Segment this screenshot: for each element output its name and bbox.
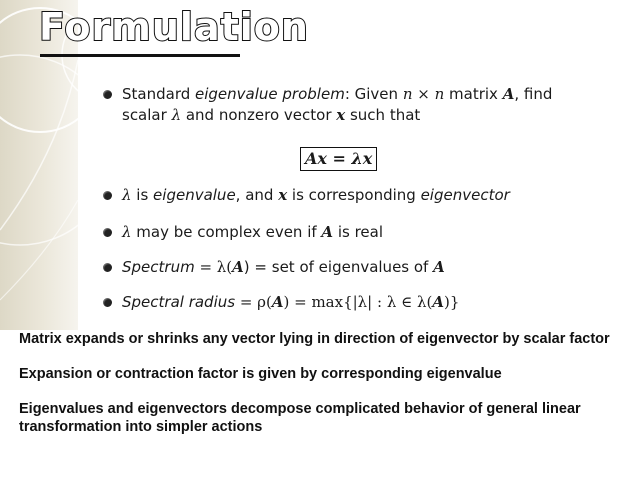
bullet-emphasis: Spectral radius <box>122 293 236 311</box>
math-matrix-a: A <box>433 258 445 276</box>
math-n-by-n: n × n <box>402 85 445 103</box>
math-lambda: λ <box>122 186 132 204</box>
bullet-text: scalar <box>122 106 172 124</box>
bullet-dot <box>103 228 112 237</box>
bullet-text: Standard <box>122 85 196 103</box>
math-matrix-a: A <box>271 293 284 311</box>
notes-block <box>19 330 624 453</box>
note-paragraph: Eigenvalues and eigenvectors decompose complicated behavior of general linear transformation into simpler actions <box>19 401 581 435</box>
bullet-standard-problem <box>96 84 552 126</box>
eigen-equation-box: Ax = λx <box>300 147 377 171</box>
title-underline <box>40 54 240 57</box>
bullet-emphasis: Spectrum <box>122 258 195 276</box>
bullet-text: : Given <box>344 85 403 103</box>
math-expression: = ρ( <box>235 293 272 311</box>
bullet-text: matrix <box>444 85 503 103</box>
decorative-side-band <box>0 0 78 330</box>
bullet-eigenvalue <box>96 185 510 206</box>
bullet-emphasis: eigenvector <box>420 186 510 204</box>
math-matrix-a: A <box>232 258 244 276</box>
bullet-complex <box>96 222 383 243</box>
bullet-spectrum <box>96 257 445 278</box>
math-vector-x: x <box>278 186 288 204</box>
bullet-emphasis: eigenvalue <box>153 186 236 204</box>
math-lambda: λ <box>171 106 182 124</box>
math-expression: )} <box>443 293 460 311</box>
math-matrix-a: A <box>321 223 334 241</box>
bullet-spectral-radius <box>96 292 459 313</box>
bullet-emphasis: eigenvalue problem <box>195 85 345 103</box>
bullet-dot <box>103 263 112 272</box>
math-vector-x: x <box>336 106 346 124</box>
bullet-text: such that <box>345 106 421 124</box>
math-lambda: λ <box>122 223 132 241</box>
bullet-dot <box>103 298 112 307</box>
bullet-text: ) = set of eigenvalues of <box>243 258 434 276</box>
note-paragraph: Matrix expands or shrinks any vector lying in direction of eigenvector by scalar factor <box>19 331 610 347</box>
math-matrix-a: A <box>432 293 444 311</box>
math-expression: = λ( <box>194 258 233 276</box>
math-expression: ) = max{|λ| : λ ∈ λ( <box>283 293 433 311</box>
bullet-dot <box>103 191 112 200</box>
bullet-text: , and <box>235 186 279 204</box>
slide-title: Formulation <box>39 5 309 49</box>
bullet-dot <box>103 90 112 99</box>
bullet-text: may be complex even if <box>131 223 322 241</box>
bullet-text: is corresponding <box>287 186 421 204</box>
bullet-text: and nonzero vector <box>181 106 337 124</box>
math-matrix-a: A <box>502 85 515 103</box>
slide-content <box>96 84 616 316</box>
bullet-text: , find <box>514 85 553 103</box>
bullet-text: is <box>131 186 154 204</box>
bullet-text: is real <box>333 223 384 241</box>
note-paragraph: Expansion or contraction factor is given by corresponding eigenvalue <box>19 366 502 382</box>
